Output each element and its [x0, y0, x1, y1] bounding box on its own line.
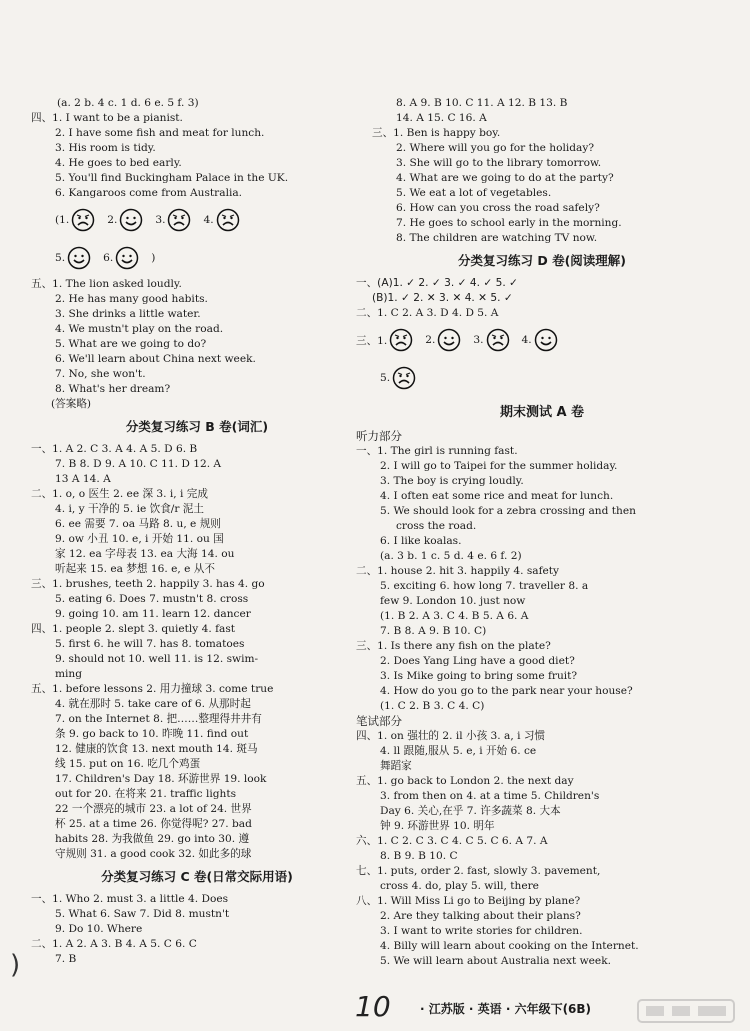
face-number: (1.	[55, 214, 70, 226]
answer-line: 5. What are we going to do?	[55, 338, 207, 350]
answer-line: 6. We'll learn about China next week.	[55, 353, 256, 365]
face-number: 6.	[103, 252, 114, 264]
happy-face-icon	[115, 246, 139, 270]
sad-face-icon	[216, 208, 240, 232]
answer-line: 3. The boy is crying loudly.	[380, 475, 524, 487]
answer-line: 9. should not 10. well 11. is 12. swim-	[55, 653, 259, 665]
answer-line: 13 A 14. A	[55, 473, 111, 485]
answer-line: 二、1. A 2. A 3. B 4. A 5. C 6. C	[31, 938, 197, 950]
answer-line: 6. Kangaroos come from Australia.	[55, 187, 243, 199]
answer-line: 6. I like koalas.	[380, 535, 462, 547]
answer-line: 3. She will go to the library tomorrow.	[396, 157, 602, 169]
answer-line: 一、1. A 2. C 3. A 4. A 5. D 6. B	[31, 443, 198, 455]
answer-line: 六、1. C 2. C 3. C 4. C 5. C 6. A 7. A	[356, 835, 548, 847]
answer-line: 7. B	[55, 953, 77, 965]
face-number: 5.	[55, 252, 66, 264]
answer-line: 3. from then on 4. at a time 5. Children's	[380, 790, 600, 802]
answer-line: 2. Where will you go for the holiday?	[396, 142, 595, 154]
answer-line: 8. What's her dream?	[55, 383, 171, 395]
faces-row	[31, 201, 363, 239]
face-item	[356, 328, 413, 352]
faces-row	[356, 359, 728, 397]
answer-line: (答案略)	[51, 398, 92, 410]
margin-mark: )	[10, 950, 21, 980]
answer-line: 7. He goes to school early in the morning.	[396, 217, 622, 229]
answer-line: 2. He has many good habits.	[55, 293, 208, 305]
happy-face-icon	[534, 328, 558, 352]
sad-face-icon	[389, 328, 413, 352]
answer-line: 8. A 9. B 10. C 11. A 12. B 13. B	[396, 97, 568, 109]
answer-line: Day 6. 关心,在乎 7. 许多蔬菜 8. 大本	[380, 805, 561, 817]
answer-line: 4. How do you go to the park near your house?	[380, 685, 633, 697]
answer-line: (1. B 2. A 3. C 4. B 5. A 6. A	[380, 610, 529, 622]
face-item	[380, 366, 416, 390]
answer-line: 6. ee 需要 7. oa 马路 8. u, e 规则	[55, 518, 221, 530]
answer-line: 14. A 15. C 16. A	[396, 112, 487, 124]
answer-line: 五、1. before lessons 2. 用力撞球 3. come true	[31, 683, 274, 695]
answer-line: 5. You'll find Buckingham Palace in the UK.	[55, 172, 289, 184]
answer-line: ming	[55, 668, 83, 680]
answer-line: 8. The children are watching TV now.	[396, 232, 598, 244]
happy-face-icon	[437, 328, 461, 352]
answer-line: 5. We should look for a zebra crossing and then	[380, 505, 636, 517]
answer-line: (a. 3 b. 1 c. 5 d. 4 e. 6 f. 2)	[380, 550, 522, 562]
answer-line: 12. 健康的饮食 13. next mouth 14. 斑马	[55, 743, 258, 755]
face-item	[425, 328, 461, 352]
answer-line: 2. I will go to Taipei for the summer holiday.	[380, 460, 618, 472]
answer-line: 9. Do 10. Where	[55, 923, 143, 935]
answer-line: 4. 就在那时 5. take care of 6. 从那时起	[55, 698, 251, 710]
answer-line: 4. i, y 干净的 5. ie 饮食/r 泥土	[55, 503, 204, 515]
footer-label: · 江苏版 · 英语 · 六年级下(6B)	[420, 1002, 592, 1016]
face-item	[473, 328, 509, 352]
face-number: 4.	[521, 334, 532, 346]
answer-line: 三、1. Is there any fish on the plate?	[356, 640, 551, 652]
answer-line: 家 12. ea 字母表 13. ea 大海 14. ou	[55, 548, 235, 560]
answer-line: 七、1. puts, order 2. fast, slowly 3. pavement,	[356, 865, 601, 877]
answer-line: 4. Billy will learn about cooking on the Internet.	[380, 940, 639, 952]
answer-line: (B)1. ✓ 2. ✕ 3. ✕ 4. ✕ 5. ✓	[372, 292, 513, 304]
faces-row	[356, 321, 728, 359]
answer-line: 八、1. Will Miss Li go to Beijing by plane?	[356, 895, 581, 907]
face-number: 2.	[425, 334, 436, 346]
section-heading-final: 期末测试 A 卷	[499, 405, 585, 420]
answer-line: habits 28. 为我做鱼 29. go into 30. 遵	[55, 833, 250, 845]
answer-line: 5. exciting 6. how long 7. traveller 8. a	[380, 580, 589, 592]
section-heading-c: 分类复习练习 C 卷(日常交际用语)	[101, 869, 293, 884]
answer-line: 5. What 6. Saw 7. Did 8. mustn't	[55, 908, 230, 920]
answer-line: 二、1. house 2. hit 3. happily 4. safety	[356, 565, 560, 577]
answer-line: 6. How can you cross the road safely?	[396, 202, 600, 214]
answer-line: 守规则 31. a good cook 32. 如此多的球	[55, 848, 252, 860]
faces-row	[31, 239, 363, 277]
face-item	[103, 246, 139, 270]
answer-line: 22 一个漂亮的城市 23. a lot of 24. 世界	[55, 803, 252, 815]
answer-line: (a. 2 b. 4 c. 1 d. 6 e. 5 f. 3)	[57, 97, 199, 109]
answer-line: 3. His room is tidy.	[55, 142, 156, 154]
answer-line: 五、1. The lion asked loudly.	[31, 278, 182, 290]
answer-line: 二、1. o, o 医生 2. ee 深 3. i, i 完成	[31, 488, 208, 500]
face-item	[151, 252, 157, 264]
face-item	[155, 208, 191, 232]
answer-line: 9. ow 小丑 10. e, i 开始 11. ou 国	[55, 533, 224, 545]
face-number: 3.	[473, 334, 484, 346]
answer-line: 一、1. Who 2. must 3. a little 4. Does	[31, 893, 229, 905]
answer-line: 三、1. brushes, teeth 2. happily 3. has 4. go	[31, 578, 265, 590]
answer-line: 17. Children's Day 18. 环游世界 19. look	[55, 773, 267, 785]
answer-line: 四、1. I want to be a pianist.	[31, 112, 183, 124]
answer-line: 9. going 10. am 11. learn 12. dancer	[55, 608, 251, 620]
answer-line: (1. C 2. B 3. C 4. C)	[380, 700, 485, 712]
answer-line: 三、1. Ben is happy boy.	[372, 127, 501, 139]
answer-line: 一、1. The girl is running fast.	[356, 445, 518, 457]
section-heading-b: 分类复习练习 B 卷(词汇)	[125, 419, 269, 434]
answer-line: 7. B 8. D 9. A 10. C 11. D 12. A	[55, 458, 222, 470]
answer-line: 舞蹈家	[380, 760, 412, 772]
face-item	[203, 208, 239, 232]
happy-face-icon	[119, 208, 143, 232]
subheading-listening: 听力部分	[356, 429, 402, 443]
face-item	[55, 208, 95, 232]
face-number: 4.	[203, 214, 214, 226]
page-number: 10	[355, 990, 391, 1023]
happy-face-icon	[67, 246, 91, 270]
answer-line: out for 20. 在将来 21. traffic lights	[55, 788, 237, 800]
answer-line: 5. eating 6. Does 7. mustn't 8. cross	[55, 593, 249, 605]
answer-line: 3. She drinks a little water.	[55, 308, 201, 320]
watermark-logo	[636, 996, 736, 1026]
answer-line: 杯 25. at a time 26. 你觉得呢? 27. bad	[55, 818, 252, 830]
face-item	[522, 328, 558, 352]
answer-line: 四、1. on 强壮的 2. il 小孩 3. a, i 习惯	[356, 730, 546, 742]
answer-line: 4. We mustn't play on the road.	[55, 323, 224, 335]
answer-line: cross the road.	[396, 520, 477, 532]
answer-line: few 9. London 10. just now	[380, 595, 526, 607]
answer-line: 条 9. go back to 10. 昨晚 11. find out	[55, 728, 249, 740]
answer-line: 2. I have some fish and meat for lunch.	[55, 127, 265, 139]
face-number: 2.	[107, 214, 118, 226]
answer-line: 钟 9. 环游世界 10. 明年	[380, 820, 495, 832]
answer-line: 线 15. put on 16. 吃几个鸡蛋	[55, 758, 201, 770]
face-number: 三、1.	[356, 334, 388, 347]
answer-line: 4. I often eat some rice and meat for lunch.	[380, 490, 614, 502]
answer-line: 五、1. go back to London 2. the next day	[356, 775, 574, 787]
answer-line: 4. What are we going to do at the party?	[396, 172, 614, 184]
right-column	[356, 96, 728, 969]
answer-line: 听起来 15. ea 梦想 16. e, e 从不	[55, 563, 215, 575]
answer-line: 8. B 9. B 10. C	[380, 850, 458, 862]
sad-face-icon	[392, 366, 416, 390]
sad-face-icon	[71, 208, 95, 232]
answer-line: cross 4. do, play 5. will, there	[380, 880, 539, 892]
answer-line: 2. Does Yang Ling have a good diet?	[380, 655, 575, 667]
face-number: 5.	[380, 372, 391, 384]
answer-line: 3. I want to write stories for children.	[380, 925, 583, 937]
answer-line: 5. We eat a lot of vegetables.	[396, 187, 552, 199]
answer-line: 7. on the Internet 8. 把……整理得井井有	[55, 713, 262, 725]
answer-line: 7. B 8. A 9. B 10. C)	[380, 625, 487, 637]
answer-line: 7. No, she won't.	[55, 368, 146, 380]
face-item	[107, 208, 143, 232]
face-number: )	[151, 252, 156, 264]
sad-face-icon	[167, 208, 191, 232]
sad-face-icon	[486, 328, 510, 352]
answer-line: 2. Are they talking about their plans?	[380, 910, 581, 922]
answer-line: 3. Is Mike going to bring some fruit?	[380, 670, 578, 682]
answer-line: 一、(A)1. ✓ 2. ✓ 3. ✓ 4. ✓ 5. ✓	[356, 277, 518, 289]
face-item	[55, 246, 91, 270]
left-column	[31, 96, 363, 967]
answer-line: 5. first 6. he will 7. has 8. tomatoes	[55, 638, 245, 650]
answer-line: 二、1. C 2. A 3. D 4. D 5. A	[356, 307, 499, 319]
section-heading-d: 分类复习练习 D 卷(阅读理解)	[457, 253, 626, 268]
answer-line: 4. ll 跟随,服从 5. e, i 开始 6. ce	[380, 745, 537, 757]
answer-line: 四、1. people 2. slept 3. quietly 4. fast	[31, 623, 236, 635]
face-number: 3.	[155, 214, 166, 226]
subheading-written: 笔试部分	[356, 714, 402, 728]
answer-line: 4. He goes to bed early.	[55, 157, 182, 169]
answer-line: 5. We will learn about Australia next week.	[380, 955, 611, 967]
